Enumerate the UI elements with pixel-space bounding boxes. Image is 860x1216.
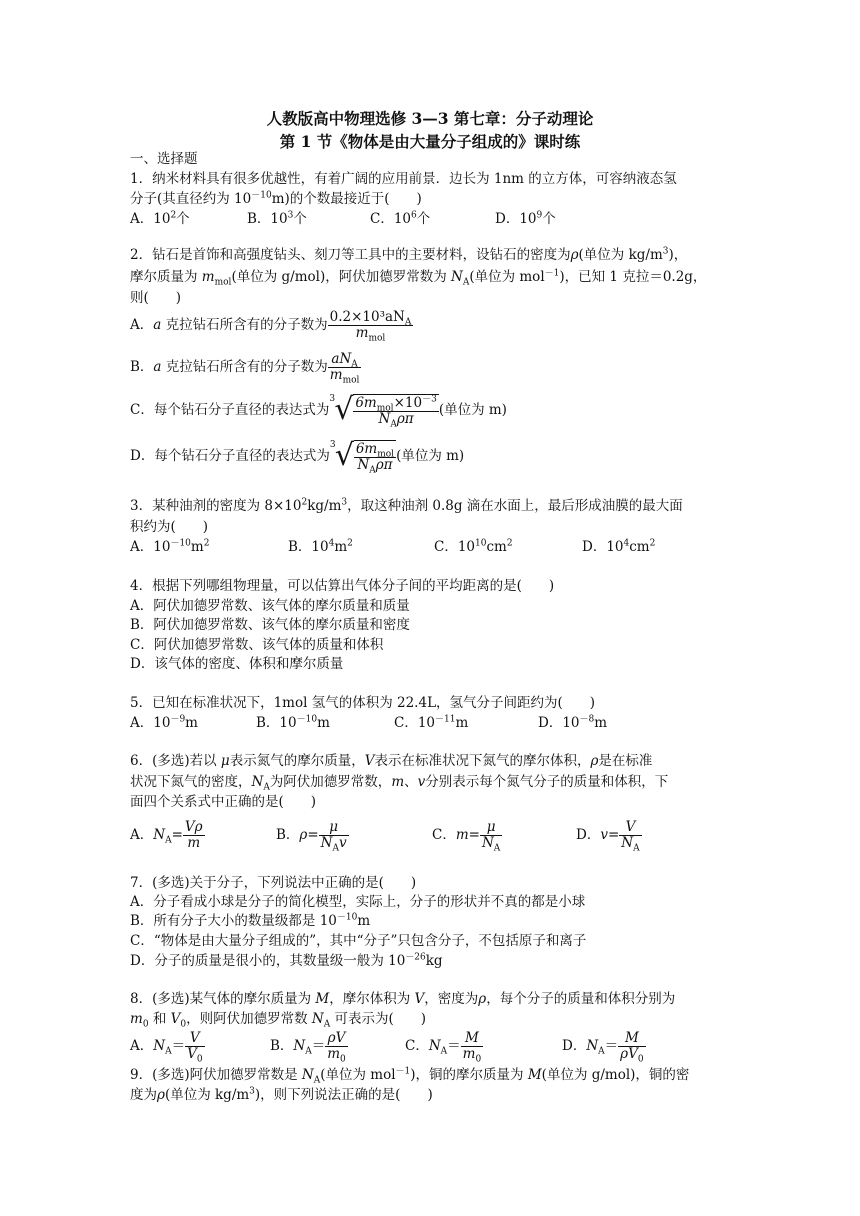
q3-option-c: C．$10^{10}cm^2$ <box>434 538 513 555</box>
q6-text-line3: 面四个关系式中正确的是( ) <box>130 794 317 810</box>
q2-option-a: A．a 克拉钻石所含有的分子数为 $\frac{0.2\times 10^3aN_A}{m_{mol}}$ <box>130 309 412 344</box>
q2-text-line1: 2．钻石是首饰和高强度钻头、刻刀等工具中的主要材料，设钻石的密度为ρ(单位为 $kg/m^3$)， <box>130 246 688 263</box>
q8-text-line1: 8．(多选)某气体的摩尔质量为 M，摩尔体积为 V，密度为ρ，每个分子的质量和体积分别为 <box>130 991 676 1007</box>
q4-text-line1: 4．根据下列哪组物理量，可以估算出气体分子间的平均距离的是( ) <box>130 578 555 594</box>
q8-option-c: C．$N_A=$ $\frac{M}{m_0}$ <box>405 1030 482 1065</box>
q5-text-line1: 5．已知在标准状况下，1mol 氢气的体积为 22.4L，氢气分子间距约为( ) <box>130 695 596 711</box>
q6-option-a: A．$N_A=$ $\frac{V\rho}{m}$ <box>130 819 203 851</box>
q5-option-d: D．$10^{-8}m$ <box>538 714 608 731</box>
q9-text-line1: 9．(多选)阿伏加德罗常数是 $N_A$(单位为 mol$^{-1}$)，铜的摩尔质量为 M(单位为 g/mol)，铜的密 <box>130 1066 690 1086</box>
q9-text-line2: 度为ρ(单位为 $kg/m^3$)，则下列说法正确的是( ) <box>130 1086 433 1103</box>
q2-d-cube-root: 3 √ $\frac{6m_{mol}}{N_A\rho\pi}$ <box>329 438 395 476</box>
q8-option-d: D．$N_A=$ $\frac{M}{\rho V_0}$ <box>562 1030 644 1065</box>
q5-option-c: C．$10^{-11}m$ <box>394 714 469 731</box>
q7-option-a: A．分子看成小球是分子的简化模型，实际上，分子的形状并不真的都是小球 <box>130 894 586 910</box>
q3-text-line2: 积约为( ) <box>130 519 209 535</box>
q1-option-b: B．$10^3$个 <box>247 210 307 227</box>
q2-option-d: D．每个钻石分子直径的表达式为 3 √ $\frac{6m_{mol}}{N_A\rho\pi}$ (单位为 m) <box>130 438 465 476</box>
q3-option-d: D．$10^4cm^2$ <box>582 538 656 555</box>
q2-text-line3: 则( ) <box>130 290 182 306</box>
q1-option-c: C．$10^6$个 <box>370 210 431 227</box>
q1-option-d: D．$10^9$个 <box>495 210 556 227</box>
radical-sign-icon: √ <box>334 392 354 427</box>
q5-option-b: B．$10^{-10}m$ <box>256 714 330 731</box>
q4-option-b: B．阿伏加德罗常数、该气体的摩尔质量和密度 <box>130 617 410 633</box>
q1-text-line2: 分子(其直径约为 $10^{-10}m$)的个数最接近于( ) <box>130 190 422 207</box>
q6-option-d: D．v= $\frac{V}{N_A}$ <box>576 819 640 854</box>
q8-option-a: A．$N_A=$ $\frac{V}{V_0}$ <box>130 1030 203 1065</box>
radical-sign-icon: √ <box>334 438 354 473</box>
q7-option-b: B．所有分子大小的数量级都是 $10^{-10}m$ <box>130 912 371 929</box>
q4-option-a: A．阿伏加德罗常数、该气体的摩尔质量和质量 <box>130 598 410 614</box>
q6-text-line2: 状况下氮气的密度，$N_A$为阿伏加德罗常数，m、v分别表示每个氮气分子的质量和体积，下 <box>130 774 669 793</box>
q2-a-fraction: $\frac{0.2\times 10^3aN_A}{m_{mol}}$ <box>329 309 412 344</box>
q8-option-b: B．$N_A=$ $\frac{\rho V}{m_0}$ <box>270 1030 346 1065</box>
q6-text-line1: 6．(多选)若以 μ表示氮气的摩尔质量，V表示在标准状况下氮气的摩尔体积，ρ是在标准 <box>130 753 653 769</box>
q1-option-a: A．$10^2$个 <box>130 210 190 227</box>
doc-title: 人教版高中物理选修 3—3 第七章：分子动理论 <box>266 109 594 128</box>
q5-option-a: A．$10^{-9}m$ <box>130 714 198 731</box>
q2-c-cube-root: 3 √ $\frac{6m_{mol}\times 10^{-3}}{N_A\rho\pi}$ <box>329 392 437 430</box>
q4-option-c: C．阿伏加德罗常数、该气体的质量和体积 <box>130 637 384 653</box>
q3-option-a: A．$10^{-10}m^2$ <box>130 538 210 555</box>
q6-option-b: B．ρ= $\frac{\mu}{N_Av}$ <box>276 819 347 854</box>
q2-option-b: B．a 克拉钻石所含有的分子数为 $\frac{aN_A}{m_{mol}}$ <box>130 351 360 386</box>
q1-text-line1: 1．纳米材料具有很多优越性，有着广阔的应用前景．边长为 1nm 的立方体，可容纳液态氢 <box>130 171 677 187</box>
q3-text-line1: 3．某种油剂的密度为 $8\times 10^2kg/m^3$，取这种油剂 0.8g 滴在水面上，最后形成油膜的最大面 <box>130 497 683 514</box>
q4-option-d: D．该气体的密度、体积和摩尔质量 <box>130 656 344 672</box>
q7-option-c: C．“物体是由大量分子组成的”，其中“分子”只包含分子，不包括原子和离子 <box>130 933 587 949</box>
q7-option-d: D．分子的质量是很小的，其数量级一般为 $10^{-26}kg$ <box>130 952 443 969</box>
q8-text-line2: $m_0$ 和 $V_0$，则阿伏加德罗常数 $N_A$ 可表示为( ) <box>130 1011 427 1030</box>
q2-b-fraction: $\frac{aN_A}{m_{mol}}$ <box>329 351 360 386</box>
q3-option-b: B．$10^4m^2$ <box>288 538 353 555</box>
section-heading: 一、选择题 <box>130 151 198 167</box>
q7-text-line1: 7．(多选)关于分子，下列说法中正确的是( ) <box>130 875 417 891</box>
q2-text-line2: 摩尔质量为 $m_{mol}$(单位为 g/mol)，阿伏加德罗常数为 $N_A$(单位为 mol$^{-1}$)，已知 1 克拉＝0.2g， <box>130 268 707 288</box>
doc-subtitle: 第 1 节《物体是由大量分子组成的》课时练 <box>279 132 581 151</box>
q6-option-c: C．m= $\frac{\mu}{N_A}$ <box>432 819 501 854</box>
q2-option-c: C．每个钻石分子直径的表达式为 3 √ $\frac{6m_{mol}\times 10^{-3}}{N_A\rho\pi}$ (单位为 m) <box>130 392 507 430</box>
